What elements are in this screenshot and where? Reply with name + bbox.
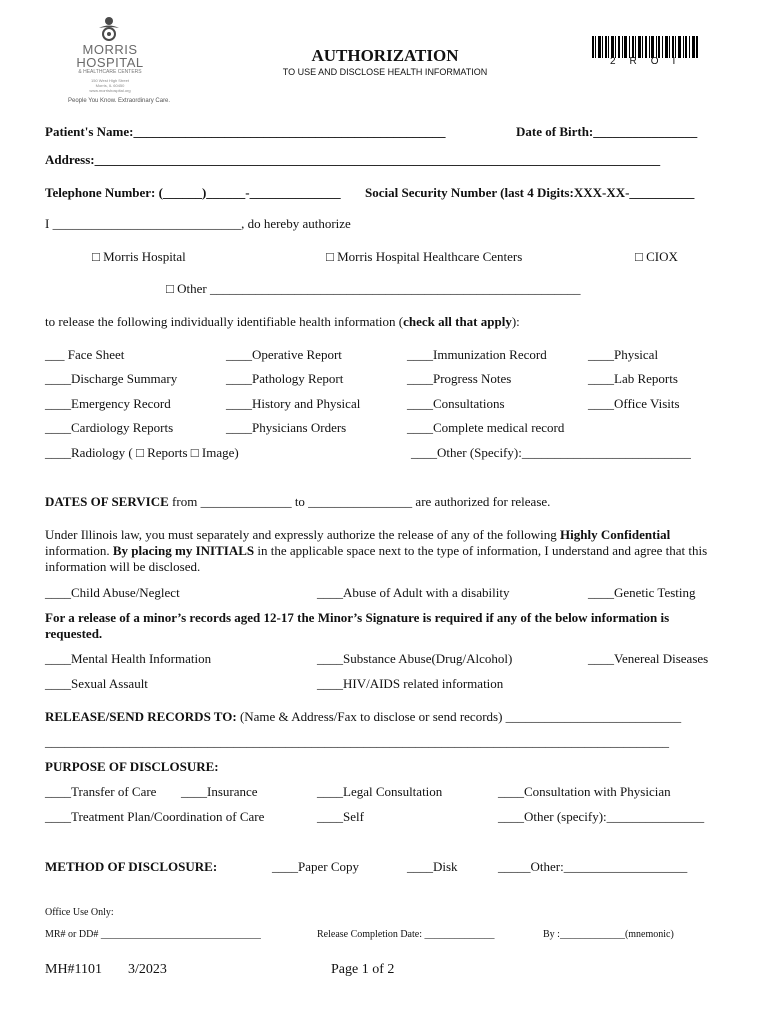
telephone-field[interactable]: Telephone Number: (______)______-______________: [45, 185, 341, 200]
record-lab-reports[interactable]: ____Lab Reports: [588, 371, 678, 386]
barcode-caption: 2ROI: [610, 56, 690, 67]
record-history-physical[interactable]: ____History and Physical: [226, 396, 361, 411]
method-disk[interactable]: ____Disk: [407, 859, 458, 874]
logo-figure-icon: [96, 16, 122, 42]
record-operative-report[interactable]: ____Operative Report: [226, 347, 342, 362]
record-physical[interactable]: ____Physical: [588, 347, 659, 362]
method-paper-copy[interactable]: ____Paper Copy: [272, 859, 360, 874]
option-morris-hospital[interactable]: □ Morris Hospital: [92, 249, 186, 264]
conf-venereal-diseases[interactable]: ____Venereal Diseases: [588, 651, 709, 666]
form-title: AUTHORIZATION: [311, 46, 459, 65]
record-other-specify[interactable]: ____Other (Specify):__________________________: [411, 445, 691, 460]
form-id: MH#1101: [45, 962, 103, 977]
office-release-date[interactable]: Release Completion Date: ______________: [317, 929, 495, 940]
record-consultations[interactable]: ____Consultations: [407, 396, 505, 411]
purpose-consultation-physician[interactable]: ____Consultation with Physician: [498, 784, 671, 799]
logo-address: 150 West High Street Morris, IL 60450 www.morrishospital.org: [89, 78, 131, 93]
authorizer-line[interactable]: I _____________________________, do hereby authorize: [45, 216, 351, 231]
conf-hiv-aids[interactable]: ____HIV/AIDS related information: [317, 676, 504, 691]
office-by-mnemonic[interactable]: By :_____________(mnemonic): [543, 929, 674, 940]
record-emergency[interactable]: ____Emergency Record: [45, 396, 171, 411]
record-physicians-orders[interactable]: ____Physicians Orders: [226, 420, 347, 435]
logo-tagline: People You Know. Extraordinary Care.: [68, 98, 171, 104]
record-cardiology[interactable]: ____Cardiology Reports: [45, 420, 174, 435]
record-office-visits[interactable]: ____Office Visits: [588, 396, 680, 411]
logo-line-3: & HEALTHCARE CENTERS: [78, 69, 142, 75]
ssn-field[interactable]: Social Security Number (last 4 Digits:XXX-XX-__________: [365, 185, 695, 200]
barcode-icon: [592, 36, 698, 58]
record-face-sheet[interactable]: ___ Face Sheet: [45, 347, 125, 362]
logo-line-2: HOSPITAL: [76, 55, 144, 70]
purpose-treatment-plan[interactable]: ____Treatment Plan/Coordination of Care: [45, 809, 265, 824]
method-title: METHOD OF DISCLOSURE:: [45, 859, 218, 874]
conf-substance-abuse[interactable]: ____Substance Abuse(Drug/Alcohol): [317, 651, 513, 666]
illinois-law-notice: Under Illinois law, you must separately and expressly authorize the release of any of the following Highly Confidential information. By placing my INITIALS in the applicable space next to the type of information, I understand and agree that this information will be disclosed.: [45, 527, 708, 574]
conf-adult-abuse[interactable]: ____Abuse of Adult with a disability: [317, 585, 510, 600]
page-number: Page 1 of 2: [331, 962, 395, 977]
record-discharge-summary[interactable]: ____Discharge Summary: [45, 371, 178, 386]
minor-notice: For a release of a minor’s records aged 12-17 the Minor’s Signature is required if any of the below information is requested.: [45, 610, 670, 641]
conf-sexual-assault[interactable]: ____Sexual Assault: [45, 676, 148, 691]
option-other[interactable]: □ Other _________________________________________________________: [166, 281, 581, 296]
office-mr-number[interactable]: MR# or DD# ________________________________: [45, 929, 261, 940]
method-other[interactable]: _____Other:___________________: [498, 859, 688, 874]
conf-genetic-testing[interactable]: ____Genetic Testing: [588, 585, 696, 600]
purpose-legal-consultation[interactable]: ____Legal Consultation: [317, 784, 443, 799]
option-ciox[interactable]: □ CIOX: [635, 249, 678, 264]
purpose-insurance[interactable]: ____Insurance: [181, 784, 258, 799]
conf-mental-health[interactable]: ____Mental Health Information: [45, 651, 212, 666]
purpose-title: PURPOSE OF DISCLOSURE:: [45, 759, 219, 774]
form-subtitle: TO USE AND DISCLOSE HEALTH INFORMATION: [282, 67, 488, 77]
form-date: 3/2023: [128, 962, 167, 977]
conf-child-abuse[interactable]: ____Child Abuse/Neglect: [45, 585, 180, 600]
release-intro: to release the following individually identifiable health information (check all that apply):: [45, 314, 520, 329]
release-to-field[interactable]: RELEASE/SEND RECORDS TO: (Name & Address/Fax to disclose or send records) ___________________________: [45, 709, 682, 724]
option-healthcare-centers[interactable]: □ Morris Hospital Healthcare Centers: [326, 249, 523, 264]
record-pathology-report[interactable]: ____Pathology Report: [226, 371, 344, 386]
dates-of-service[interactable]: DATES OF SERVICE from ______________ to ________________ are authorized for release.: [45, 494, 551, 509]
purpose-transfer-of-care[interactable]: ____Transfer of Care: [45, 784, 157, 799]
record-immunization[interactable]: ____Immunization Record: [407, 347, 547, 362]
purpose-other[interactable]: ____Other (specify):_______________: [498, 809, 705, 824]
record-complete[interactable]: ____Complete medical record: [407, 420, 565, 435]
address-field[interactable]: Address:_______________________________________________________________________________________: [45, 152, 661, 167]
record-radiology[interactable]: ____Radiology ( □ Reports □ Image): [45, 445, 239, 460]
logo-line-1: MORRIS: [82, 42, 138, 57]
release-to-line-2[interactable]: ________________________________________________________________________________________________: [45, 734, 669, 749]
office-use-title: Office Use Only:: [45, 907, 114, 918]
patient-name-field[interactable]: Patient's Name:________________________________________________: [45, 124, 446, 139]
purpose-self[interactable]: ____Self: [317, 809, 364, 824]
record-progress-notes[interactable]: ____Progress Notes: [407, 371, 512, 386]
date-of-birth-field[interactable]: Date of Birth:________________: [516, 124, 698, 139]
